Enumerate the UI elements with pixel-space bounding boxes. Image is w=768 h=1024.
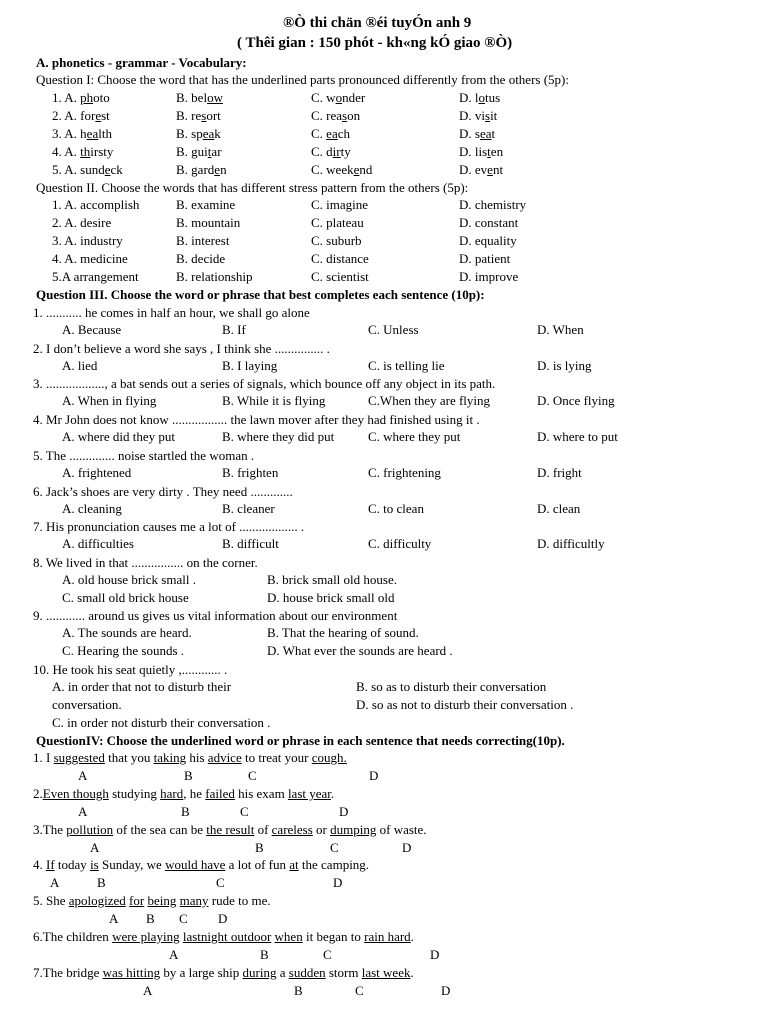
q3-option: B. frighten [222,465,279,480]
q1-option: B. below [176,90,223,105]
q1-option: 2. A. forest [52,108,110,123]
q4-option-letter: A [78,804,88,819]
q3-option: C. in order not disturb their conversation . [52,715,271,730]
q3-option: D. so as not to disturb their conversation . [356,697,574,712]
q2-option: C. plateau [311,215,364,230]
q4-option-letter: B [146,911,155,926]
q3-option: C. to clean [368,501,424,516]
q1-option: 4. A. thirsty [52,144,114,159]
q4-option-letter: D [402,840,412,855]
q4-option-letter: C [179,911,188,926]
q3-option: A. cleaning [62,501,122,516]
q2-option: D. patient [459,251,511,266]
q2-option: C. scientist [311,269,369,284]
q2-option: D. chemistry [459,197,527,212]
q2-option: D. improve [459,269,519,284]
q4-sentence: 4. If today is Sunday, we would have a lot of fun at the camping. [33,857,370,872]
q3-option: D. where to put [537,429,618,444]
q3-option: D. clean [537,501,581,516]
q3-option: C. Unless [368,322,419,337]
q4-sentence: 7.The bridge was hitting by a large ship during a sudden storm last week. [33,965,414,980]
q1-option: B. garden [176,162,227,177]
q2-option: B. relationship [176,269,253,284]
q1-option: 5. A. sundeck [52,162,123,177]
q2-option: 1. A. accomplish [52,197,140,212]
q3-option: A. Because [62,322,122,337]
q3-option: D. is lying [537,358,592,373]
q2-option: 2. A. desire [52,215,112,230]
q1-option: B. speak [176,126,221,141]
q4-sentence: 6.The children were playing lastnight outdoor when it began to rain hard. [33,929,414,944]
q1-option: D. event [459,162,504,177]
q1-option: D. lotus [459,90,501,105]
q3-option: C. frightening [368,465,441,480]
q4-option-letter: C [240,804,249,819]
q3-option: B. If [222,322,246,337]
q3-question-stem: 6. Jack’s shoes are very dirty . They need ............. [33,484,293,499]
q2-option: B. decide [176,251,226,266]
q4-option-letter: B [294,983,303,998]
q3-option: C. is telling lie [368,358,445,373]
q1-option: C. weekend [311,162,373,177]
q3-option: D. What ever the sounds are heard . [267,643,453,658]
q3-option: C. small old brick house [62,590,189,605]
q1-option: B. guitar [176,144,222,159]
q3-question-stem: 10. He took his seat quietly ,............ . [33,662,228,677]
q2-option: 5.A arrangement [52,269,139,284]
q3-option: B. That the hearing of sound. [267,625,419,640]
section-a-heading: A. phonetics - grammar - Vocabulary: [36,55,247,70]
q4-sentence: 2.Even though studying hard, he failed his exam last year. [33,786,335,801]
q3-option: C. Hearing the sounds . [62,643,185,658]
q4-option-letter: D [218,911,228,926]
q2-option: C. suburb [311,233,362,248]
q2-option: 3. A. industry [52,233,123,248]
q4-option-letter: A [109,911,119,926]
question-3-heading: Question III. Choose the word or phrase that best completes each sentence (10p): [36,287,485,302]
q4-option-letter: C [355,983,364,998]
q3-option: A. The sounds are heard. [62,625,192,640]
q2-option: C. distance [311,251,369,266]
q1-option: B. resort [176,108,221,123]
q3-option: conversation. [52,697,122,712]
q3-option: C. where they put [368,429,461,444]
q1-option: C. dirty [311,144,351,159]
q4-option-letter: B [260,947,269,962]
q3-option: A. where did they put [62,429,176,444]
q1-option: C. reason [311,108,361,123]
q1-option: D. listen [459,144,504,159]
q4-option-letter: D [333,875,343,890]
q3-option: A. in order that not to disturb their [52,679,232,694]
q3-option: C. difficulty [368,536,432,551]
q3-option: B. brick small old house. [267,572,397,587]
q1-option: D. seat [459,126,496,141]
exam-subtitle: ( Thêi gian : 150 phót - kh«ng kÓ giao ®Ò) [237,35,513,51]
q1-option: 3. A. health [52,126,112,141]
q1-option: C. each [311,126,350,141]
q4-option-letter: D [441,983,451,998]
q3-option: D. house brick small old [267,590,395,605]
q3-question-stem: 9. ............ around us gives us vital information about our environment [33,608,398,623]
q3-option: B. where they did put [222,429,335,444]
q3-option: B. While it is flying [222,393,326,408]
q3-question-stem: 8. We lived in that ................ on the corner. [33,555,258,570]
q3-option: B. I laying [222,358,278,373]
q1-option: D. visit [459,108,498,123]
q2-option: D. constant [459,215,519,230]
q4-sentence: 5. She apologized for being many rude to me. [33,893,271,908]
q3-option: D. When [537,322,584,337]
q4-option-letter: A [50,875,60,890]
q4-option-letter: B [255,840,264,855]
q4-option-letter: A [169,947,179,962]
q4-option-letter: C [330,840,339,855]
q2-option: 4. A. medicine [52,251,128,266]
q2-option: B. mountain [176,215,241,230]
q4-option-letter: A [78,768,88,783]
q2-option: B. interest [176,233,230,248]
q3-option: D. difficultly [537,536,605,551]
q4-option-letter: A [143,983,153,998]
q3-option: A. old house brick small . [62,572,196,587]
question-1-heading: Question I: Choose the word that has the underlined parts pronounced differently from the others (5p): [36,72,569,87]
q3-option: B. so as to disturb their conversation [356,679,547,694]
q3-option: B. cleaner [222,501,275,516]
q3-option: D. Once flying [537,393,615,408]
q4-option-letter: B [184,768,193,783]
q3-option: C.When they are flying [368,393,491,408]
q4-option-letter: C [216,875,225,890]
q2-option: C. imagine [311,197,369,212]
q4-option-letter: B [97,875,106,890]
q3-option: A. When in flying [62,393,157,408]
question-4-heading: QuestionIV: Choose the underlined word or phrase in each sentence that needs correcting(10p). [36,733,565,748]
q4-option-letter: D [339,804,349,819]
q4-option-letter: D [369,768,379,783]
q3-question-stem: 2. I don’t believe a word she says , I think she ............... . [33,341,330,356]
q3-question-stem: 5. The .............. noise startled the woman . [33,448,255,463]
q4-option-letter: A [90,840,100,855]
q4-option-letter: B [181,804,190,819]
q4-sentence: 3.The pollution of the sea can be the result of careless or dumping of waste. [33,822,427,837]
q4-option-letter: C [248,768,257,783]
q3-option: A. difficulties [62,536,134,551]
q3-question-stem: 4. Mr John does not know ................. the lawn mover after they had finished using it . [33,412,480,427]
q3-option: A. frightened [62,465,132,480]
q4-option-letter: D [430,947,440,962]
q3-option: D. fright [537,465,582,480]
question-2-heading: Question II. Choose the words that has different stress pattern from the others (5p): [36,180,469,195]
exam-title: ®Ò thi chän ®éi tuyÓn anh 9 [283,15,472,31]
q1-option: C. wonder [311,90,366,105]
q2-option: D. equality [459,233,517,248]
q3-question-stem: 7. His pronunciation causes me a lot of .................. . [33,519,305,534]
q3-question-stem: 1. ........... he comes in half an hour, we shall go alone [33,305,310,320]
q2-option: B. examine [176,197,236,212]
q1-option: 1. A. photo [52,90,110,105]
q3-option: B. difficult [222,536,279,551]
q3-option: A. lied [62,358,98,373]
q4-option-letter: C [323,947,332,962]
q3-question-stem: 3. .................., a bat sends out a series of signals, which bounce off any object in its path. [33,376,496,391]
q4-sentence: 1. I suggested that you taking his advice to treat your cough. [33,750,347,765]
